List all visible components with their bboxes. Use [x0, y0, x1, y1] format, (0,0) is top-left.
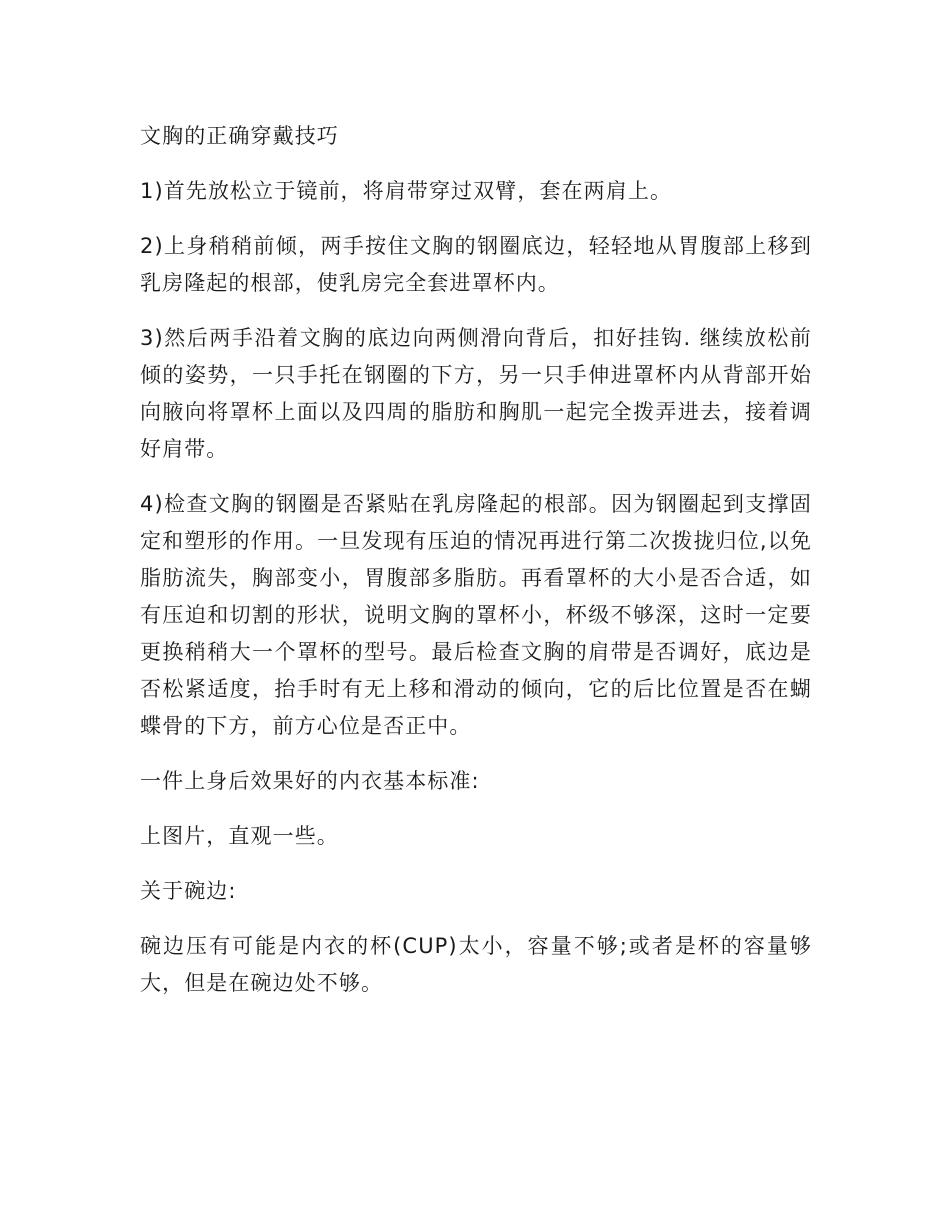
paragraph-cup-edge-detail: 碗边压有可能是内衣的杯(CUP)太小，容量不够;或者是杯的容量够大，但是在碗边处不够。 — [140, 934, 812, 995]
paragraph-image-note: 上图片，直观一些。 — [140, 824, 339, 848]
document-body — [140, 118, 812, 1020]
paragraph-cup-edge-heading: 关于碗边: — [140, 879, 237, 903]
paragraph-step-4: 4)检查文胸的钢圈是否紧贴在乳房隆起的根部。因为钢圈起到支撑固定和塑形的作用。一旦发现有压迫的情况再进行第二次拨拢归位,以免脂肪流失，胸部变小，胃腹部多脂肪。再看罩杯的大小是否合适，如有压迫和切割的形状，说明文胸的罩杯小，杯级不够深，这时一定要更换稍稍大一个罩杯的型号。最后检查文胸的肩带是否调好，底边是否松紧适度，抬手时有无上移和滑动的倾向，它的后比位置是否在蝴蝶骨的下方，前方心位是否正中。 — [140, 492, 812, 738]
document-title: 文胸的正确穿戴技巧 — [140, 124, 339, 148]
paragraph-step-3: 3)然后两手沿着文胸的底边向两侧滑向背后，扣好挂钩. 继续放松前倾的姿势，一只手托在钢圈的下方，另一只手伸进罩杯内从背部开始向腋向将罩杯上面以及四周的脂肪和胸肌一起完全拨弄进去，接着调好肩带。 — [140, 326, 812, 461]
paragraph-step-1: 1)首先放松立于镜前，将肩带穿过双臂，套在两肩上。 — [140, 179, 673, 203]
paragraph-standard-heading: 一件上身后效果好的内衣基本标准: — [140, 769, 480, 793]
paragraph-step-2: 2)上身稍稍前倾，两手按住文胸的钢圈底边，轻轻地从胃腹部上移到乳房隆起的根部，使乳房完全套进罩杯内。 — [140, 234, 812, 295]
